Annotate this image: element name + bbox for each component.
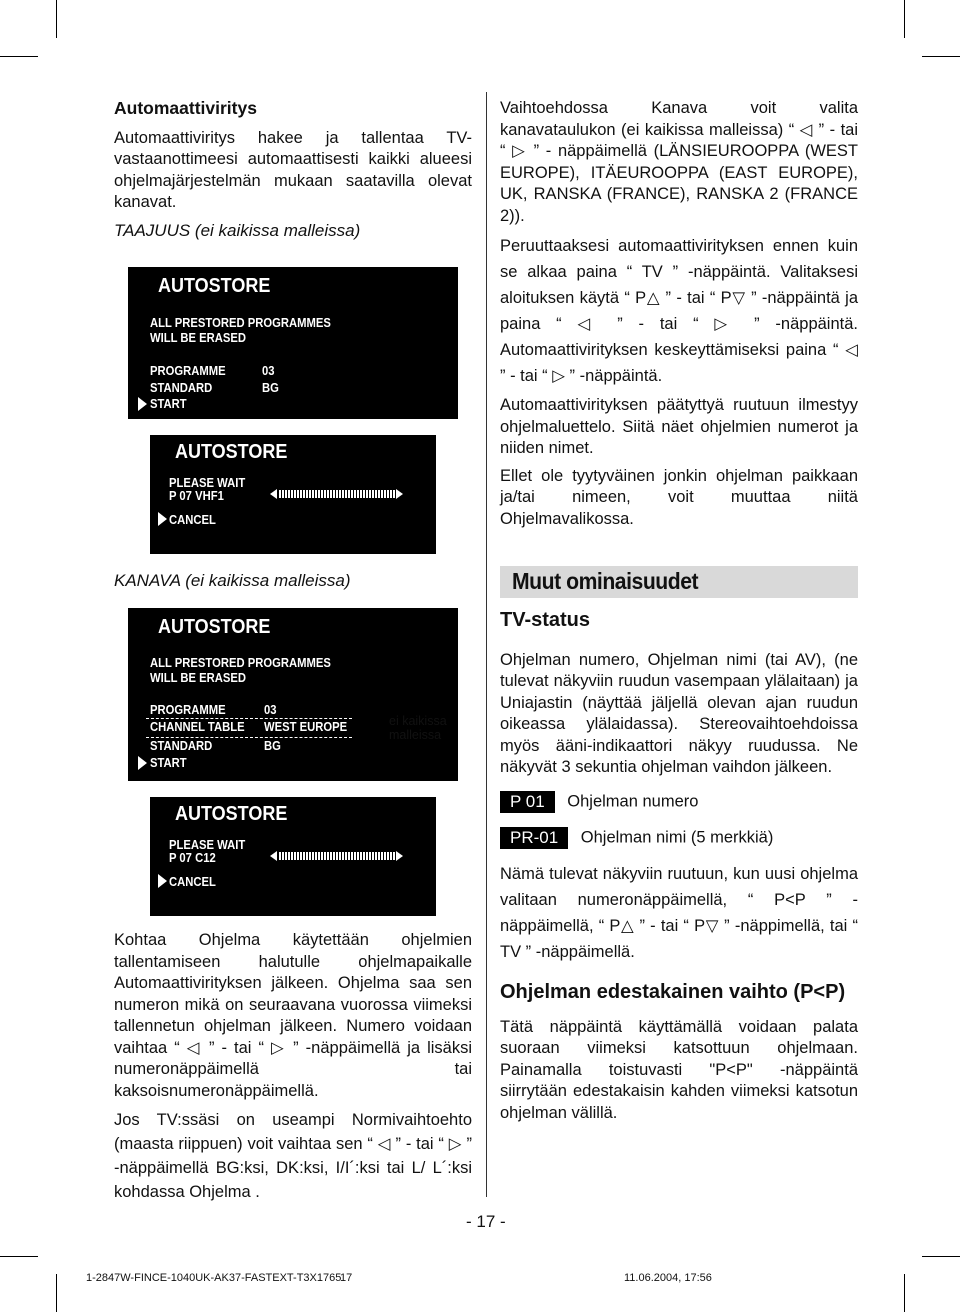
taajuus-heading: TAAJUUS (ei kaikissa malleissa)	[114, 220, 361, 240]
crop-mark	[56, 0, 57, 38]
tv-status-paragraph: Ohjelman numero, Ohjelman nimi (tai AV), (ne tulevat näkyviin ruudun vasempaan ylälaitaan) ja Uniajastin (näyttää jäljellä olevan ajan ruudun oikeassa ylälaidassa). Stereovaihtoehdoissa myös ääni-indikaattori näkyy ruudussa. Ne näkyvät 3 sekuntia ohjelman vaihdon jälkeen.	[500, 650, 858, 776]
programme-label: PROGRAMME	[150, 364, 226, 378]
kanava-paragraph: Vaihtoehdossa Kanava voit valita kanavataulukon (ei kaikissa malleissa) “ ◁ ” - tai “ ▷ ” - näppäimellä (LÄNSIEUROOPPA (WEST EUROPE), ITÄEUROOPPA (EAST EUROPE), UK, RANSKA (FRANCE), RANSKA 2 (FRANCE 2)).	[500, 99, 858, 225]
swap-paragraph: Tätä näppäintä käyttämällä voidaan palata suoraan viimeksi katsottuun ohjelmaan. Painamalla toistuvasti "P<P" -näppäintä siirrytään edestakaisin kahden viimeksi katsotun ohjelman välillä.	[500, 1017, 858, 1122]
column-divider	[486, 92, 487, 1197]
cursor-arrow-icon	[158, 512, 167, 526]
footer-date: 11.06.2004, 17:56	[624, 1272, 712, 1284]
tuning-status: P 07 C12	[169, 851, 216, 865]
program-number-badge: P 01	[500, 791, 555, 813]
standard-value: BG	[262, 381, 279, 395]
screen-line: WILL BE ERASED	[150, 331, 247, 345]
start-item: START	[150, 397, 187, 411]
crop-mark	[922, 56, 960, 57]
note-line: ei kaikissa	[389, 714, 447, 728]
right-arrow-icon	[396, 489, 403, 499]
programme-value: 03	[264, 703, 277, 717]
programme-value: 03	[262, 364, 275, 378]
crop-mark	[0, 1256, 38, 1257]
left-column-top	[114, 98, 472, 241]
screen-line: WILL BE ERASED	[150, 671, 247, 685]
cancel-item: CANCEL	[169, 875, 216, 889]
cursor-arrow-icon	[138, 756, 147, 770]
section-band	[500, 566, 858, 598]
program-name-badge: PR-01	[500, 827, 568, 849]
tuning-progress-bar	[279, 490, 395, 498]
tuning-status: P 07 VHF1	[169, 489, 224, 503]
swap-heading: Ohjelman edestakainen vaihto (P<P)	[500, 980, 846, 1003]
crop-mark	[904, 1274, 905, 1312]
cancel-item: CANCEL	[169, 513, 216, 527]
intro-paragraph: Automaattiviritys hakee ja tallentaa TV-vastaanottimeesi automaattisesti kaikki alueesi ohjelmajärjestelmän mukaan saatavilla olevat kanavat.	[114, 128, 472, 211]
screen-title: AUTOSTORE	[175, 441, 288, 463]
screen-line: ALL PRESTORED PROGRAMMES	[150, 656, 331, 670]
crop-mark	[0, 56, 38, 57]
tuning-progress-bar	[279, 852, 395, 860]
peruutus-paragraph: Peruuttaaksesi automaattivirityksen ennen kuin se alkaa paina “ TV ” -näppäintä. Valitaksesi aloituksen käytä “ P△ ” - tai “ P▽ ” -näppäintä ja paina “ ◁ ” - tai “ ▷ ” -näppäintä. Automaattivirityksen keskeyttämiseksi paina “ ◁ ” - tai “ ▷ ” -näppäintä.	[500, 237, 858, 385]
channel-table-value: WEST EUROPE	[264, 720, 348, 734]
screen-line: ALL PRESTORED PROGRAMMES	[150, 316, 331, 330]
crop-mark	[56, 1274, 57, 1312]
autostore-screen-3	[128, 608, 458, 781]
crop-mark	[904, 0, 905, 38]
note-line: malleissa	[389, 728, 442, 742]
ohjelmavalikko-paragraph: Ellet ole tyytyväinen jonkin ohjelman paikkaan ja/tai nimeen, voit muuttaa niitä Ohjelmavalikossa.	[500, 466, 858, 528]
autostore-screen-2	[150, 435, 436, 554]
footer-file: 1-2847W-FINCE-1040UK-AK37-FASTEXT-T3X1765	[86, 1272, 342, 1284]
cursor-arrow-icon	[158, 874, 167, 888]
left-arrow-icon	[270, 489, 277, 499]
screen-title: AUTOSTORE	[175, 803, 288, 825]
right-column-bottom	[500, 610, 858, 1130]
standard-label: STANDARD	[150, 739, 213, 753]
autostore-screen-4	[150, 797, 436, 916]
left-column-bottom	[114, 930, 472, 1210]
ohjelma-paragraph: Kohtaa Ohjelma käytettään ohjelmien tallentamiseen halutulle ohjelmapaikalle Automaattivirityksen jälkeen. Ohjelma saa sen numeron mikä on seuraavana vuorossa viimeksi tallennetun ohjelman jälkeen. Numero voidaan vaihtaa “ ◁ ” - tai “ ▷ ” -näppäimellä ja lisäksi numeronäppäimellä tai kaksoisnumeronäppäimellä.	[114, 931, 472, 1100]
right-column-top	[500, 98, 858, 536]
start-item: START	[150, 756, 187, 770]
section-title: Muut ominaisuudet	[512, 568, 699, 594]
normi-paragraph: Jos TV:ssäsi on useampi Normivaihtoehto (maasta riippuen) voit vaihtaa sen “ ◁ ” - tai “ ▷ ” -näppäimellä BG:ksi, DK:ksi, I/I´:ksi tai L/ L´:ksi kohdassa Ohjelma .	[114, 1111, 472, 1201]
standard-label: STANDARD	[150, 381, 213, 395]
page-number: - 17 -	[466, 1212, 506, 1231]
footer-page: 17	[340, 1272, 353, 1284]
badge-row-2	[500, 827, 858, 849]
left-arrow-icon	[270, 851, 277, 861]
note-pointer-arrow-icon	[354, 727, 384, 729]
badge-1-label: Ohjelman numero	[567, 791, 699, 810]
model-note	[389, 714, 447, 742]
selection-paragraph: Nämä tulevat näkyviin ruutuun, kun uusi ohjelma valitaan numeronäppäimellä, “ P<P ” - näppäimellä, “ P△ ” - tai “ P▽ ” -näppimellä, tai “ TV ” -näppäimellä.	[500, 864, 858, 961]
please-wait: PLEASE WAIT	[169, 476, 246, 490]
badge-row-1	[500, 791, 858, 813]
please-wait: PLEASE WAIT	[169, 838, 246, 852]
tv-status-heading: TV-status	[500, 609, 591, 631]
right-arrow-icon	[396, 851, 403, 861]
screen-title: AUTOSTORE	[158, 275, 271, 297]
standard-value: BG	[264, 739, 281, 753]
kanava-heading-block	[114, 570, 472, 592]
heading-automaattiviritys: Automaattiviritys	[114, 98, 257, 118]
badge-2-label: Ohjelman nimi (5 merkkiä)	[580, 827, 774, 846]
kanava-heading: KANAVA (ei kaikissa malleissa)	[114, 571, 351, 590]
autostore-screen-1	[128, 267, 458, 419]
cursor-arrow-icon	[138, 397, 147, 411]
screen-title: AUTOSTORE	[158, 616, 271, 638]
programme-label: PROGRAMME	[150, 703, 226, 717]
channel-table-label: CHANNEL TABLE	[150, 720, 245, 734]
luettelo-paragraph: Automaattivirityksen päätyttyä ruutuun ilmestyy ohjelmaluettelo. Siitä näet ohjelmien numerot ja niiden nimet.	[500, 396, 858, 457]
crop-mark	[922, 1256, 960, 1257]
